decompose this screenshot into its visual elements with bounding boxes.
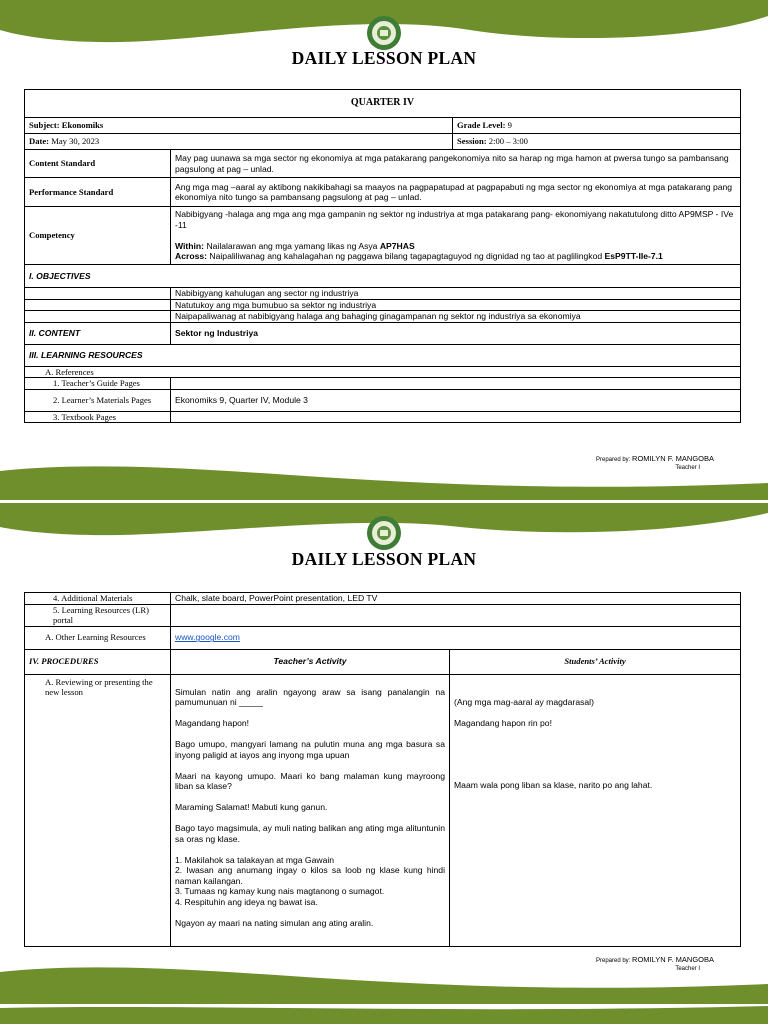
grade-level-cell: Grade Level: 9 xyxy=(453,118,741,134)
competency-text: Nabibigyang -halaga ang mga ang mga gampanin ng sektor ng industriya at mga patakarang pang- ekonomiyang nakatutulong ditto AP9MSP - IVe -11 Within: Nailalarawan ang mga yamang likas ng Asya AP7HAS Across: Naipaliliwanag ang kahalagahan ng paggawa bilang tagapagtaguyod ng dignidad ng tao at paglilingkod EsP9TT-IIe-7.1 xyxy=(171,207,741,265)
step-a-label: A. Reviewing or presenting the new lesson xyxy=(25,674,171,946)
preparer-name: ROMILYN F. MANGOBA xyxy=(632,454,714,463)
other-resources-label: A. Other Learning Resources xyxy=(25,626,171,649)
teacher-activity-header: Teacher’s Activity xyxy=(171,649,450,674)
students-activity-text: (Ang mga mag-aaral ay magdarasal) Magandang hapon rin po! Maam wala pong liban sa klase, narito po ang lahat. xyxy=(450,674,741,946)
students-activity-header: Students’ Activity xyxy=(450,649,741,674)
content-heading: II. CONTENT xyxy=(25,322,171,344)
learners-materials-value: Ekonomiks 9, Quarter IV, Module 3 xyxy=(171,389,741,411)
preparer-role: Teacher I xyxy=(675,465,700,471)
content-standard-text: May pag uunawa sa mga sector ng ekonomiya at mga patakarang pangekonomiya nito sa harap ng mga hamon at pwersa tungo sa pambansang pagsulong at pag – unlad. xyxy=(171,150,741,178)
page-title: DAILY LESSON PLAN xyxy=(291,48,477,68)
school-seal-icon xyxy=(366,15,402,51)
teachers-guide-value xyxy=(171,378,741,390)
teacher-activity-text: Simulan natin ang aralin ngayong araw sa isang panalangin na pamumunuan ni _____ Magandang hapon! Bago umupo, mangyari lamang na pulutin muna ang mga basura sa inyong paligid at iayos ang inyong mga upuan Maari na kayong umupo. Maari ko bang malaman kung mayroong liban sa klase? Maraming Salamat! Mabuti kung ganun. Bago tayo magsimula, ay muli nating balikan ang ating mga alituntunin sa oras ng klase. 1. Makilahok sa talakayan at mga Gawain 2. Iwasan ang anumang ingay o kilos sa loob ng klase kung hindi naman kailangan. 3. Tumaas ng kamay kung nais magtanong o sumagot. 4. Respituhin ang ideya ng bawat isa. Ngayon ay maari na nating simulan ang ating aralin. xyxy=(171,674,450,946)
objective-item: Naipapaliwanag at nabibigyang halaga ang bahaging ginagampanan ng sektor ng industriya sa ekonomiya xyxy=(171,311,741,323)
preparer-role: Teacher I xyxy=(675,966,700,972)
learners-materials-label: 2. Learner’s Materials Pages xyxy=(25,389,171,411)
lr-portal-label: 5. Learning Resources (LR) portal xyxy=(25,604,171,626)
date-cell: Date: May 30, 2023 xyxy=(25,134,453,150)
content-topic: Sektor ng Industriya xyxy=(171,322,741,344)
lesson-plan-page-2 xyxy=(0,503,768,1024)
teachers-guide-label: 1. Teacher’s Guide Pages xyxy=(25,378,171,390)
footer-wave-decoration xyxy=(0,964,768,1004)
performance-standard-text: Ang mga mag –aaral ay aktibong nakikibahagi sa maayos na pagpapatupad at pagpapabuti ng mga sector ng ekonomiya at mga patakarang pang ekonomiya nito tungo sa pambansang pagsulong at pag – unlad. xyxy=(171,178,741,207)
textbook-pages-label: 3. Textbook Pages xyxy=(25,411,171,423)
prepared-by: Prepared by: ROMILYN F. MANGOBA Teacher I xyxy=(596,955,714,972)
lesson-plan-table xyxy=(24,89,741,423)
other-resources-value xyxy=(171,626,741,649)
subject-cell: Subject: Ekonomiks xyxy=(25,118,453,134)
objective-item: Natutukoy ang mga bumubuo sa sektor ng industriya xyxy=(171,299,741,311)
lesson-plan-page-1 xyxy=(0,0,768,500)
competency-label: Competency xyxy=(25,207,171,265)
procedures-table xyxy=(24,592,741,947)
content-standard-label: Content Standard xyxy=(25,150,171,178)
preparer-name: ROMILYN F. MANGOBA xyxy=(632,955,714,964)
references-label: A. References xyxy=(25,366,741,378)
textbook-pages-value xyxy=(171,411,741,423)
procedures-heading: IV. PROCEDURES xyxy=(25,649,171,674)
google-link[interactable]: www.google.com xyxy=(175,632,240,643)
next-page-wave-decoration xyxy=(0,1004,768,1024)
learning-resources-heading: III. LEARNING RESOURCES xyxy=(25,344,741,366)
lr-portal-value xyxy=(171,604,741,626)
session-cell: Session: 2:00 – 3:00 xyxy=(453,134,741,150)
school-seal-icon xyxy=(366,515,402,551)
page-title: DAILY LESSON PLAN xyxy=(291,549,477,569)
objective-item: Nabibigyang kahulugan ang sector ng industriya xyxy=(171,288,741,300)
objectives-heading: I. OBJECTIVES xyxy=(25,265,741,288)
prepared-by: Prepared by: ROMILYN F. MANGOBA Teacher I xyxy=(596,454,714,471)
quarter-heading: QUARTER IV xyxy=(25,90,741,118)
additional-materials-value: Chalk, slate board, PowerPoint presentation, LED TV xyxy=(171,593,741,605)
performance-standard-label: Performance Standard xyxy=(25,178,171,207)
footer-wave-decoration xyxy=(0,463,768,500)
additional-materials-label: 4. Additional Materials xyxy=(25,593,171,605)
